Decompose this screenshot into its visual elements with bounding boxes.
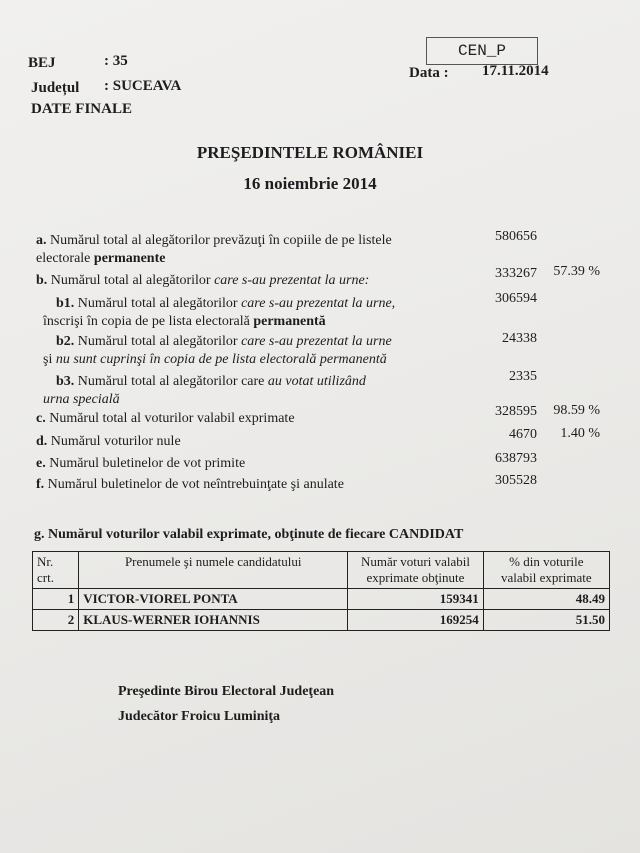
candidate-name: KLAUS-WERNER IOHANNIS [79, 610, 348, 631]
candidate-percent: 51.50 [483, 610, 609, 631]
table-row [33, 610, 610, 631]
item-b3: b3. Numărul total al alegătorilor care au votat utilizând urna specială [43, 374, 366, 407]
table-header-row [33, 552, 610, 589]
footer-signatory: Judecător Froicu Luminiţa [118, 709, 281, 724]
item-c-value: 328595 [495, 404, 537, 419]
item-d: d. Numărul voturilor nule [36, 434, 181, 449]
item-e-value: 638793 [495, 451, 537, 466]
item-a-value: 580656 [495, 229, 537, 244]
item-b1-value: 306594 [495, 291, 537, 306]
candidate-votes: 169254 [348, 610, 483, 631]
row-nr: 1 [33, 589, 79, 610]
item-b: b. Numărul total al alegătorilor care s-au prezentat la urne: [36, 273, 370, 288]
col-name: Prenumele şi numele candidatului [79, 552, 348, 589]
item-d-value: 4670 [509, 427, 537, 442]
item-b3-value: 2335 [509, 369, 537, 384]
item-f: f. Numărul buletinelor de vot neîntrebuinţate şi anulate [36, 477, 344, 492]
item-b-percent: 57.39 % [553, 264, 600, 279]
judet-label: Județul [31, 80, 80, 96]
date-label: Data : [409, 65, 449, 81]
page-title: PREŞEDINTELE ROMÂNIEI [196, 143, 424, 162]
item-a: a. Numărul total al alegătorilor prevăzuţi în copiile de pe listele electorale permanente [36, 233, 392, 266]
item-b2-value: 24338 [502, 331, 537, 346]
item-b1: b1. Numărul total al alegătorilor care s-au prezentat la urne, înscrişi în copia de pe lista electorală permanentă [43, 296, 396, 329]
candidate-percent: 48.49 [483, 589, 609, 610]
page-subtitle: 16 noiembrie 2014 [243, 174, 377, 193]
col-votes: Număr voturi valabil exprimate obţinute [348, 552, 483, 589]
item-d-percent: 1.40 % [560, 426, 600, 441]
bej-value: : 35 [104, 53, 128, 69]
candidate-name: VICTOR-VIOREL PONTA [79, 589, 348, 610]
status-label: DATE FINALE [31, 101, 132, 117]
item-e: e. Numărul buletinelor de vot primite [36, 456, 246, 471]
row-nr: 2 [33, 610, 79, 631]
item-f-value: 305528 [495, 473, 537, 488]
judet-value: : SUCEAVA [104, 78, 182, 94]
col-nr: Nr. crt. [33, 552, 79, 589]
footer-role: Preşedinte Birou Electoral Judeţean [118, 684, 335, 699]
form-code: CEN_P [426, 37, 538, 65]
item-c-percent: 98.59 % [553, 403, 600, 418]
item-c: c. Numărul total al voturilor valabil exprimate [36, 411, 295, 426]
candidate-votes: 159341 [348, 589, 483, 610]
candidate-table [32, 551, 610, 631]
date-value: 17.11.2014 [482, 63, 549, 79]
col-percent: % din voturile valabil exprimate [483, 552, 609, 589]
item-b-value: 333267 [495, 266, 537, 281]
item-b2: b2. Numărul total al alegătorilor care s-au prezentat la urne şi nu sunt cuprinşi în copia de pe lista electorală permanentă [43, 334, 392, 367]
section-g-title: g. Numărul voturilor valabil exprimate, obţinute de fiecare CANDIDAT [34, 527, 464, 542]
table-row [33, 589, 610, 610]
bej-label: BEJ [28, 55, 56, 71]
